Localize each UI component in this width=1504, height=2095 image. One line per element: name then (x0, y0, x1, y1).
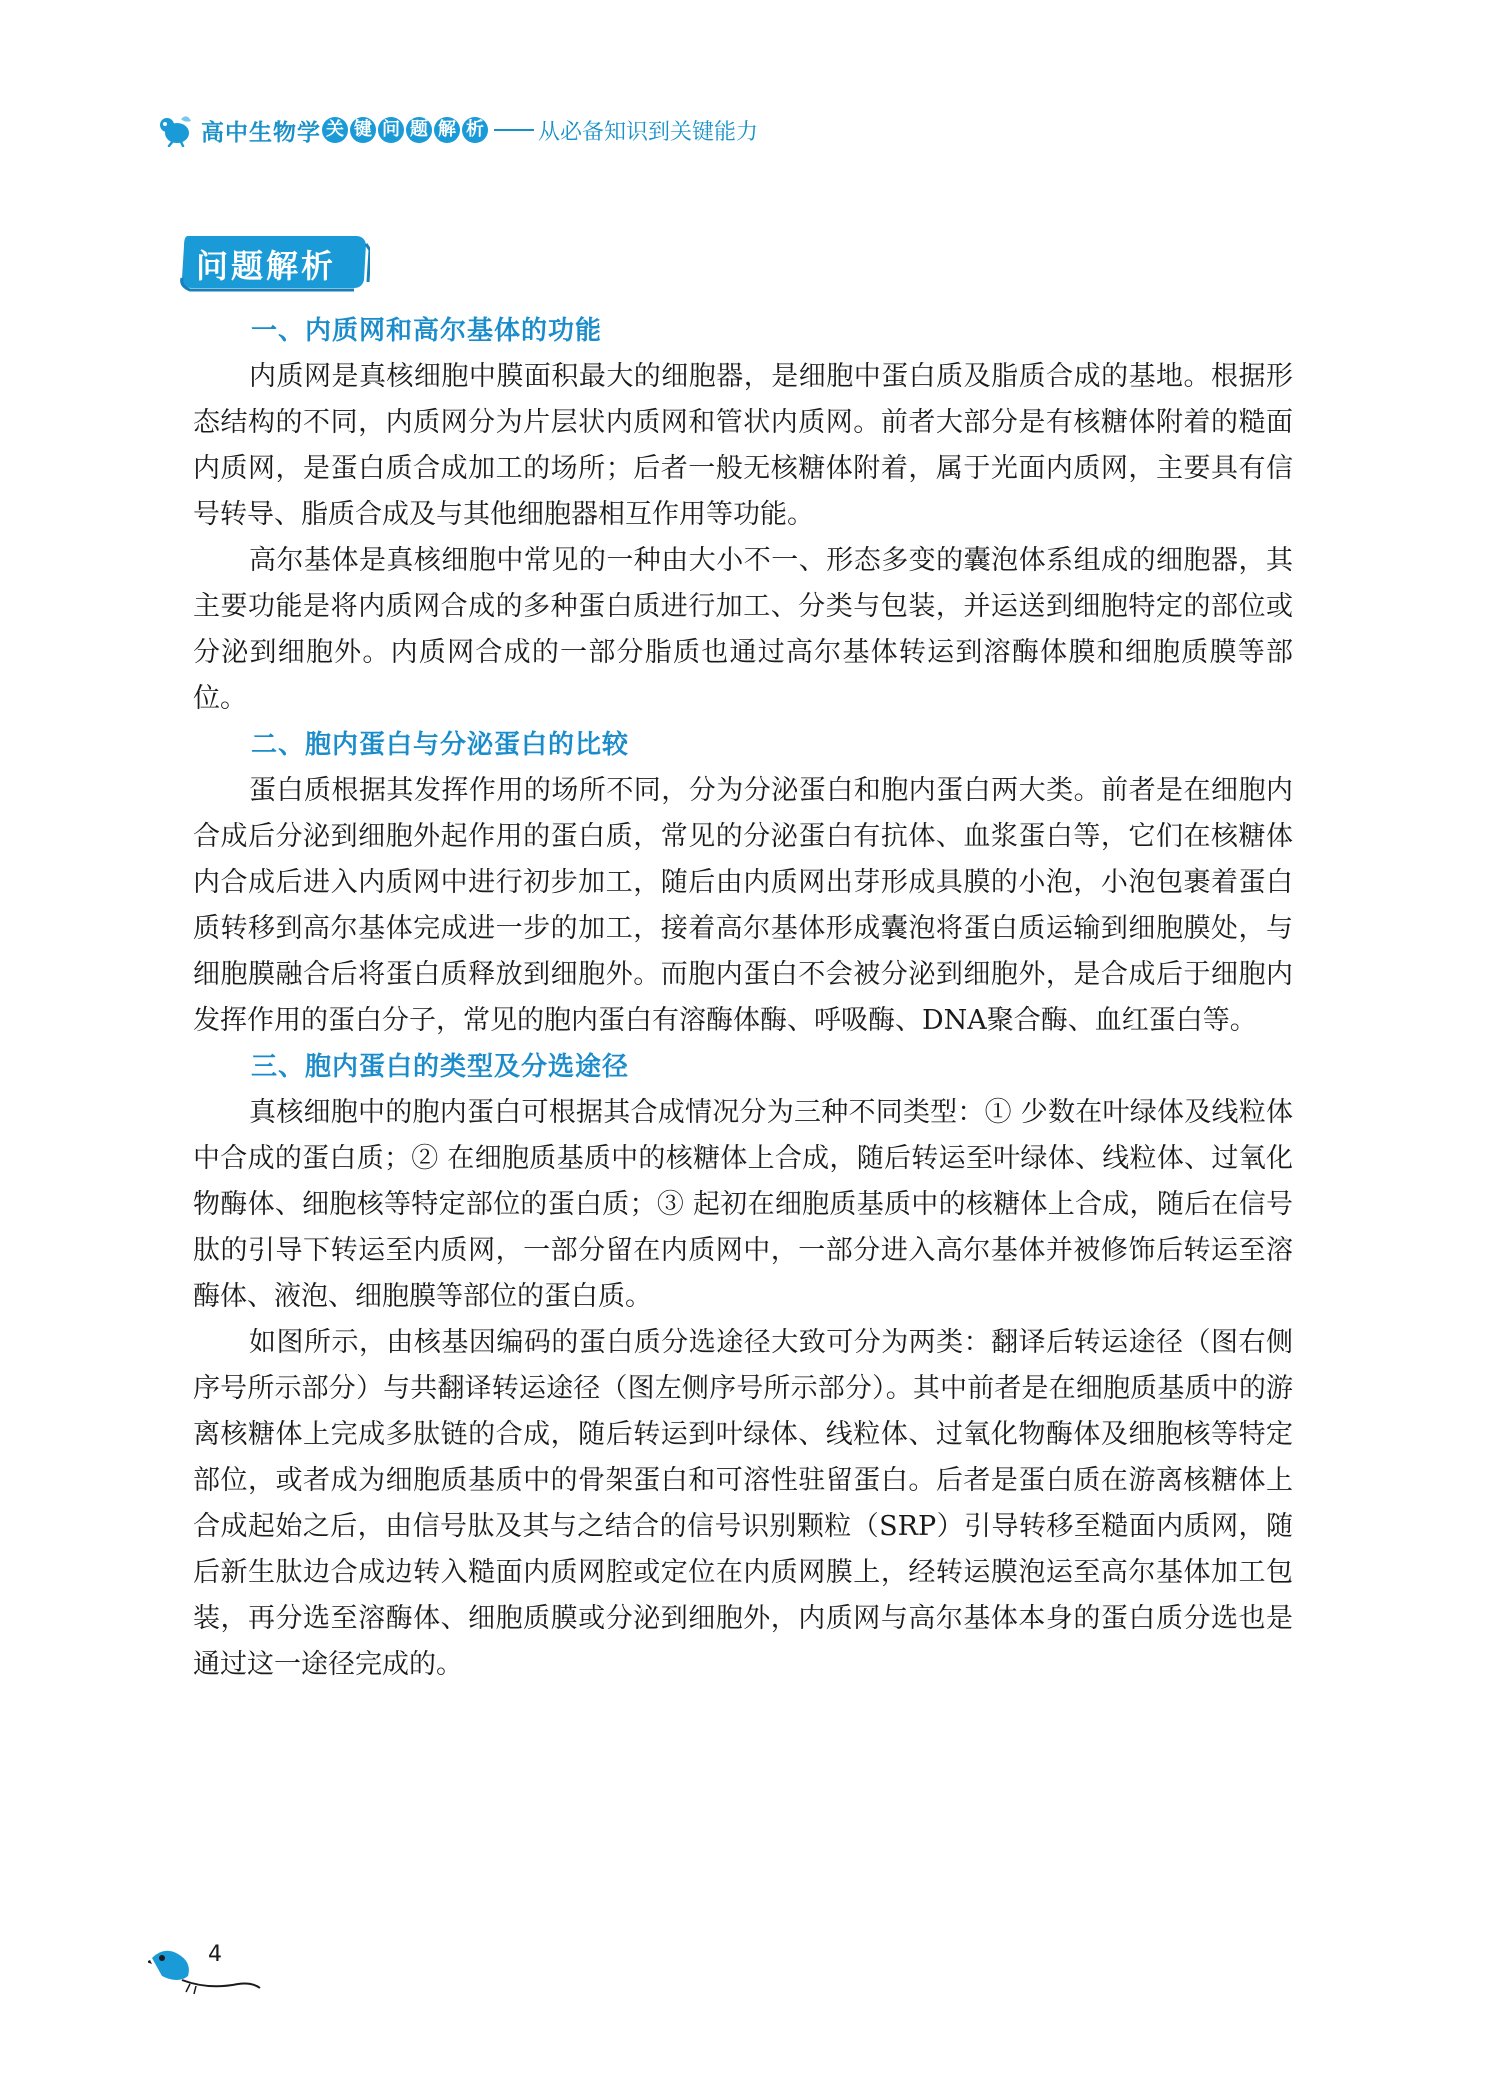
section-heading: 二、胞内蛋白与分泌蛋白的比较 (251, 730, 630, 760)
header-keyword-char: 析 (462, 117, 488, 143)
paragraph: 内质网是真核细胞中膜面积最大的细胞器，是细胞中蛋白质及脂质合成的基地。根据形态结构的不同，内质网分为片层状内质网和管状内质网。前者大部分是有核糖体附着的糙面内质网，是蛋白质合成加工的场所；后者一般无核糖体附着，属于光面内质网，主要具有信号转导、脂质合成及与其他细胞器相互作用等功能。 (193, 361, 1293, 530)
section-heading: 三、胞内蛋白的类型及分选途径 (251, 1052, 630, 1082)
header-keyword (322, 117, 490, 143)
running-header (155, 112, 758, 148)
header-keyword-char: 问 (378, 117, 404, 143)
section-heading: 一、内质网和高尔基体的功能 (251, 316, 603, 346)
section-banner (178, 232, 370, 292)
footer (148, 1940, 268, 2000)
header-keyword-char: 题 (406, 117, 432, 143)
header-keyword-char: 关 (322, 117, 348, 143)
bee-mascot-icon (155, 113, 195, 147)
section-banner-label: 问题解析 (196, 247, 337, 285)
header-keyword-char: 解 (434, 117, 460, 143)
paragraph: 真核细胞中的胞内蛋白可根据其合成情况分为三种不同类型：① 少数在叶绿体及线粒体中合成的蛋白质；② 在细胞质基质中的核糖体上合成，随后转运至叶绿体、线粒体、过氧化物酶体、细胞核等特定部位的蛋白质；③ 起初在细胞质基质中的核糖体上合成，随后在信号肽的引导下转运至内质网，一部分留在内质网中，一部分进入高尔基体并被修饰后转运至溶酶体、液泡、细胞膜等部位的蛋白质。 (193, 1097, 1293, 1312)
header-keyword-char: 键 (350, 117, 376, 143)
header-title: 高中生物学 (201, 119, 321, 146)
header-subtitle: 从必备知识到关键能力 (538, 119, 759, 145)
page-number: 4 (208, 1942, 222, 1967)
paragraph: 如图所示，由核基因编码的蛋白质分选途径大致可分为两类：翻译后转运途径（图右侧序号所示部分）与共翻译转运途径（图左侧序号所示部分）。其中前者是在细胞质基质中的游离核糖体上完成多肽链的合成，随后转运到叶绿体、线粒体、过氧化物酶体及细胞核等特定部位，或者成为细胞质基质中的骨架蛋白和可溶性驻留蛋白。后者是蛋白质在游离核糖体上合成起始之后，由信号肽及其与之结合的信号识别颗粒（SRP）引导转移至糙面内质网，随后新生肽边合成边转入糙面内质网腔或定位在内质网膜上，经转运膜泡运至高尔基体加工包装，再分选至溶酶体、细胞质膜或分泌到细胞外，内质网与高尔基体本身的蛋白质分选也是通过这一途径完成的。 (193, 1327, 1293, 1680)
paragraph: 高尔基体是真核细胞中常见的一种由大小不一、形态多变的囊泡体系组成的细胞器，其主要功能是将内质网合成的多种蛋白质进行加工、分类与包装，并运送到细胞特定的部位或分泌到细胞外。内质网合成的一部分脂质也通过高尔基体转运到溶酶体膜和细胞质膜等部位。 (193, 545, 1293, 714)
article-body (193, 308, 1293, 1688)
header-dash-divider (494, 129, 534, 131)
paragraph: 蛋白质根据其发挥作用的场所不同，分为分泌蛋白和胞内蛋白两大类。前者是在细胞内合成后分泌到细胞外起作用的蛋白质，常见的分泌蛋白有抗体、血浆蛋白等，它们在核糖体内合成后进入内质网中进行初步加工，随后由内质网出芽形成具膜的小泡，小泡包裹着蛋白质转移到高尔基体完成进一步的加工，接着高尔基体形成囊泡将蛋白质运输到细胞膜处，与细胞膜融合后将蛋白质释放到细胞外。而胞内蛋白不会被分泌到细胞外，是合成后于细胞内发挥作用的蛋白分子，常见的胞内蛋白有溶酶体酶、呼吸酶、DNA聚合酶、血红蛋白等。 (193, 775, 1293, 1036)
